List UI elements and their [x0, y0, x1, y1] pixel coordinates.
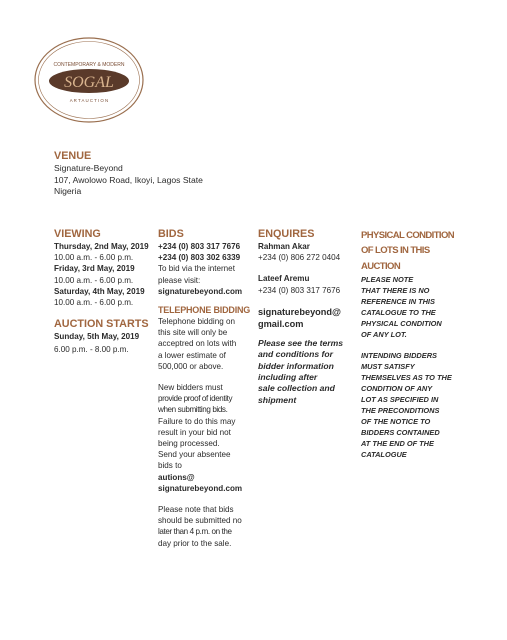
physical-note: CATALOGUE TO THE [361, 308, 436, 318]
physical-note: BIDDERS CONTAINED [361, 428, 440, 438]
tb-line: Telephone bidding on [158, 317, 235, 327]
tb-line: 500,000 or above. [158, 361, 224, 371]
tb-line: acceptred on lots with [158, 339, 237, 349]
enquires-email-part: gmail.com [258, 318, 304, 329]
physical-note: THEMSELVES AS TO THE [361, 373, 452, 383]
bids-text: To bid via the internet [158, 264, 235, 274]
physical-note: OF ANY LOT. [361, 330, 407, 340]
viewing-heading: VIEWING [54, 228, 101, 240]
enquires-email-link[interactable] [258, 306, 354, 330]
tb-line: should be submitted no [158, 516, 242, 526]
viewing-day: Thursday, 2nd May, 2019 [54, 242, 149, 251]
venue-line: 107, Awolowo Road, Ikoyi, Lagos State [54, 174, 203, 185]
tb-email-link[interactable] [158, 472, 254, 494]
physical-note: REFERENCE IN THIS [361, 297, 435, 307]
viewing-time: 10.00 a.m. - 6.00 p.m. [54, 253, 134, 263]
physical-note: PHYSICAL CONDITION [361, 319, 442, 329]
auction-starts-heading: AUCTION STARTS [54, 318, 149, 331]
tb-line: provide proof of identity [158, 394, 233, 404]
viewing-day: Saturday, 4th May, 2019 [54, 286, 145, 296]
terms-line: shipment [258, 394, 297, 405]
tb-line: result in your bid not [158, 427, 231, 437]
terms-line: sale collection and [258, 383, 335, 394]
viewing-day: Friday, 3rd May, 2019 [54, 264, 135, 274]
tb-line: day prior to the sale. [158, 538, 232, 548]
auction-day: Sunday, 5th May, 2019 [54, 332, 140, 342]
tb-line: being processed. [158, 439, 220, 449]
tb-email-part: autions@ [158, 472, 195, 482]
tb-line: when submitting bids. [158, 405, 228, 415]
venue-line: Signature-Beyond [54, 163, 123, 173]
tb-line: this site will only be [158, 328, 228, 338]
sogal-logo [33, 36, 145, 124]
physical-note: INTENDING BIDDERS [361, 351, 437, 361]
enquires-column [258, 228, 354, 406]
bids-phone: +234 (0) 803 317 7676 [158, 242, 241, 251]
tb-line: New bidders must [158, 383, 223, 393]
bids-site-link[interactable]: signaturebeyond.com [158, 286, 243, 296]
viewing-time: 10.00 a.m. - 6.00 p.m. [54, 275, 134, 285]
bids-column [158, 228, 254, 549]
viewing-time: 10.00 a.m. - 6.00 p.m. [54, 298, 134, 308]
tb-email-part: signaturebeyond.com [158, 483, 243, 493]
physical-note: THAT THERE IS NO [361, 286, 430, 296]
auction-time: 6.00 p.m. - 8.00 p.m. [54, 345, 129, 355]
tb-line: later than 4 p.m. on the [158, 527, 232, 537]
telephone-bidding-heading: TELEPHONE BIDDING [158, 305, 251, 316]
contact-name: Lateef Aremu [258, 274, 310, 284]
physical-heading: OF LOTS IN THIS [361, 245, 430, 257]
terms-line: and conditions for [258, 349, 333, 360]
physical-condition-column [361, 228, 461, 460]
tb-line: Please note that bids [158, 505, 234, 515]
contact-name: Rahman Akar [258, 242, 310, 251]
physical-note: MUST SATISFY [361, 362, 415, 372]
enquires-heading: ENQUIRES [258, 228, 315, 240]
physical-note: AT THE END OF THE [361, 439, 434, 449]
bids-text: please visit: [158, 275, 201, 285]
logo-brand: SOGAL [64, 74, 114, 91]
physical-note: CONDITION OF ANY [361, 384, 433, 394]
enquires-email-part: signaturebeyond@ [258, 306, 341, 317]
physical-note: OF THE NOTICE TO [361, 417, 431, 427]
venue-heading: VENUE [54, 150, 92, 162]
logo-subline: A R T A U C T I O N [69, 98, 109, 103]
tb-line: Failure to do this may [158, 416, 236, 426]
tb-line: bids to [158, 461, 182, 471]
tb-line: Send your absentee [158, 450, 231, 460]
terms-line: Please see the terms [258, 337, 344, 348]
contact-phone: +234 (0) 806 272 0404 [258, 253, 341, 263]
physical-note: PLEASE NOTE [361, 275, 414, 285]
physical-note: LOT AS SPECIFIED IN [361, 395, 439, 405]
bids-heading: BIDS [158, 228, 184, 240]
logo-tagline: CONTEMPORARY & MODERN [53, 62, 125, 68]
physical-note: THE PRECONDITIONS [361, 406, 440, 416]
bids-phone: +234 (0) 803 302 6339 [158, 253, 241, 263]
contact-phone: +234 (0) 803 317 7676 [258, 285, 341, 295]
terms-line: including after [258, 372, 318, 383]
venue-section [54, 150, 203, 198]
physical-heading: PHYSICAL CONDITION [361, 230, 455, 241]
physical-note: CATALOGUE [361, 450, 407, 460]
tb-line: a lower estimate of [158, 350, 226, 360]
venue-line: Nigeria [54, 186, 82, 196]
terms-line: bidder information [258, 360, 334, 371]
viewing-column [54, 228, 152, 356]
physical-heading: AUCTION [361, 260, 401, 272]
